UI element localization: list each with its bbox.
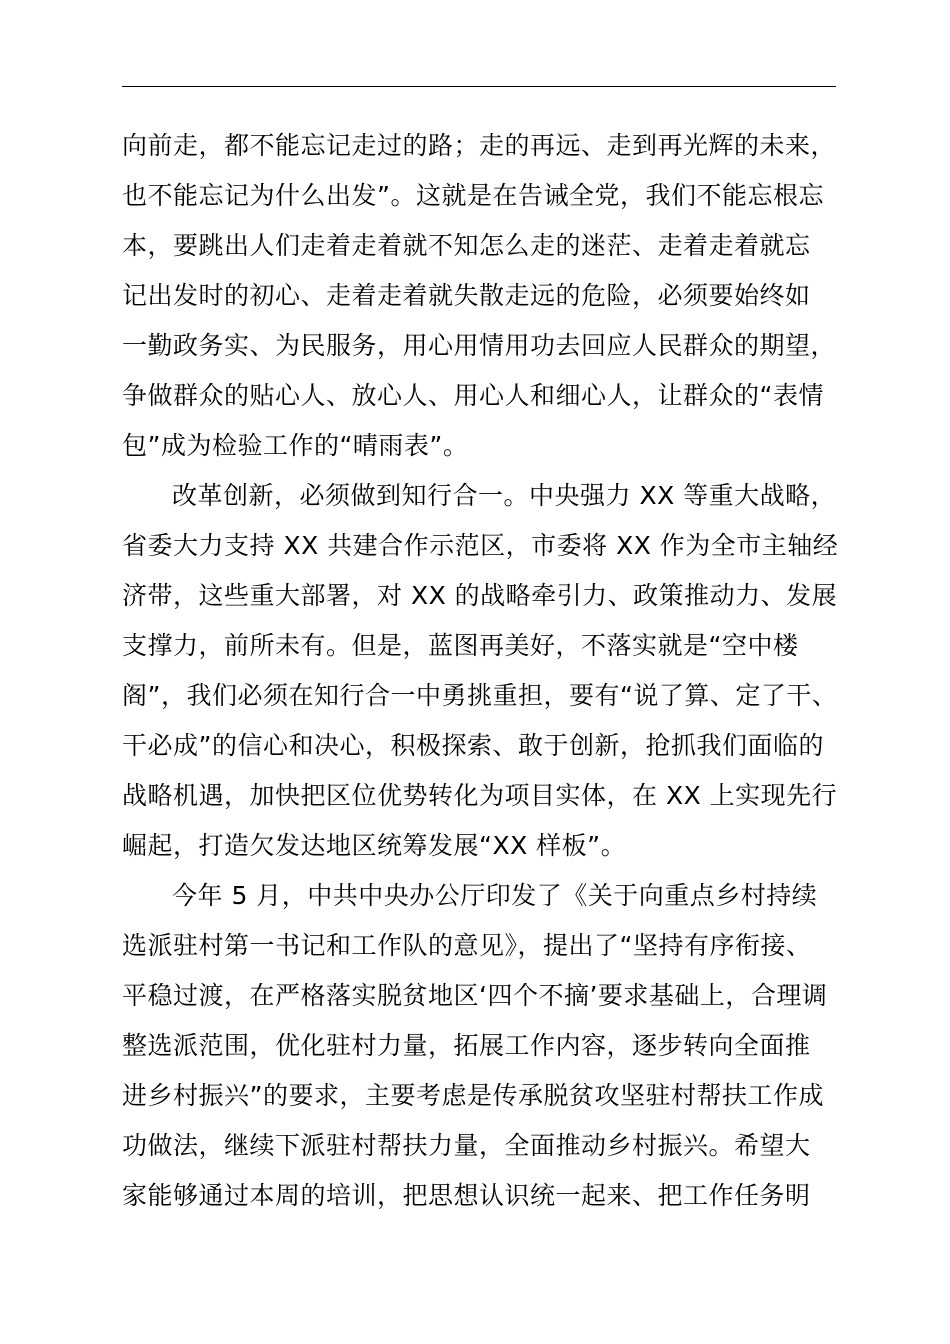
paragraph-line: 向前走，都不能忘记走过的路；走的再远、走到再光辉的未来， [122,131,837,160]
paragraph-line: 整选派范围，优化驻村力量，拓展工作内容，逐步转向全面推 [122,1031,811,1060]
paragraph-line: 今年 5 月，中共中央办公厅印发了《关于向重点乡村持续 [172,881,818,910]
body-text [122,121,862,1221]
header-rule [122,86,836,87]
paragraph-line: 干必成”的信心和决心，积极探索、敢于创新，抢抓我们面临的 [122,731,824,760]
paragraph-line: 记出发时的初心、走着走着就失散走远的危险，必须要始终如 [122,281,811,310]
paragraph-line: 省委大力支持 XX 共建合作示范区，市委将 XX 作为全市主轴经 [122,531,839,560]
paragraph-line: 济带，这些重大部署，对 XX 的战略牵引力、政策推动力、发展 [122,581,838,610]
paragraph-line: 支撑力，前所未有。但是，蓝图再美好，不落实就是“空中楼 [122,631,799,660]
paragraph-line: 进乡村振兴”的要求，主要考虑是传承脱贫攻坚驻村帮扶工作成 [122,1081,824,1110]
paragraph-line: 改革创新，必须做到知行合一。中央强力 XX 等重大战略， [172,481,837,510]
paragraph-line: 也不能忘记为什么出发”。这就是在告诫全党，我们不能忘根忘 [122,181,824,210]
paragraph-line: 一勤政务实、为民服务，用心用情用功去回应人民群众的期望， [122,331,837,360]
paragraph-line: 选派驻村第一书记和工作队的意见》，提出了“坚持有序衔接、 [122,931,812,960]
paragraph-line: 本，要跳出人们走着走着就不知怎么走的迷茫、走着走着就忘 [122,231,811,260]
paragraph-line: 家能够通过本周的培训，把思想认识统一起来、把工作任务明 [122,1181,811,1210]
paragraph-line: 崛起，打造欠发达地区统筹发展“XX 样板”。 [122,831,627,860]
paragraph-line: 争做群众的贴心人、放心人、用心人和细心人，让群众的“表情 [122,381,824,410]
paragraph-line: 包”成为检验工作的“晴雨表”。 [122,431,469,460]
paragraph-line: 平稳过渡，在严格落实脱贫地区‘四个不摘’要求基础上，合理调 [122,981,828,1010]
paragraph-line: 战略机遇，加快把区位优势转化为项目实体，在 XX 上实现先行 [122,781,838,810]
paragraph-line: 阁”，我们必须在知行合一中勇挑重担，要有“说了算、定了干、 [122,681,838,710]
paragraph-line: 功做法，继续下派驻村帮扶力量，全面推动乡村振兴。希望大 [122,1131,811,1160]
